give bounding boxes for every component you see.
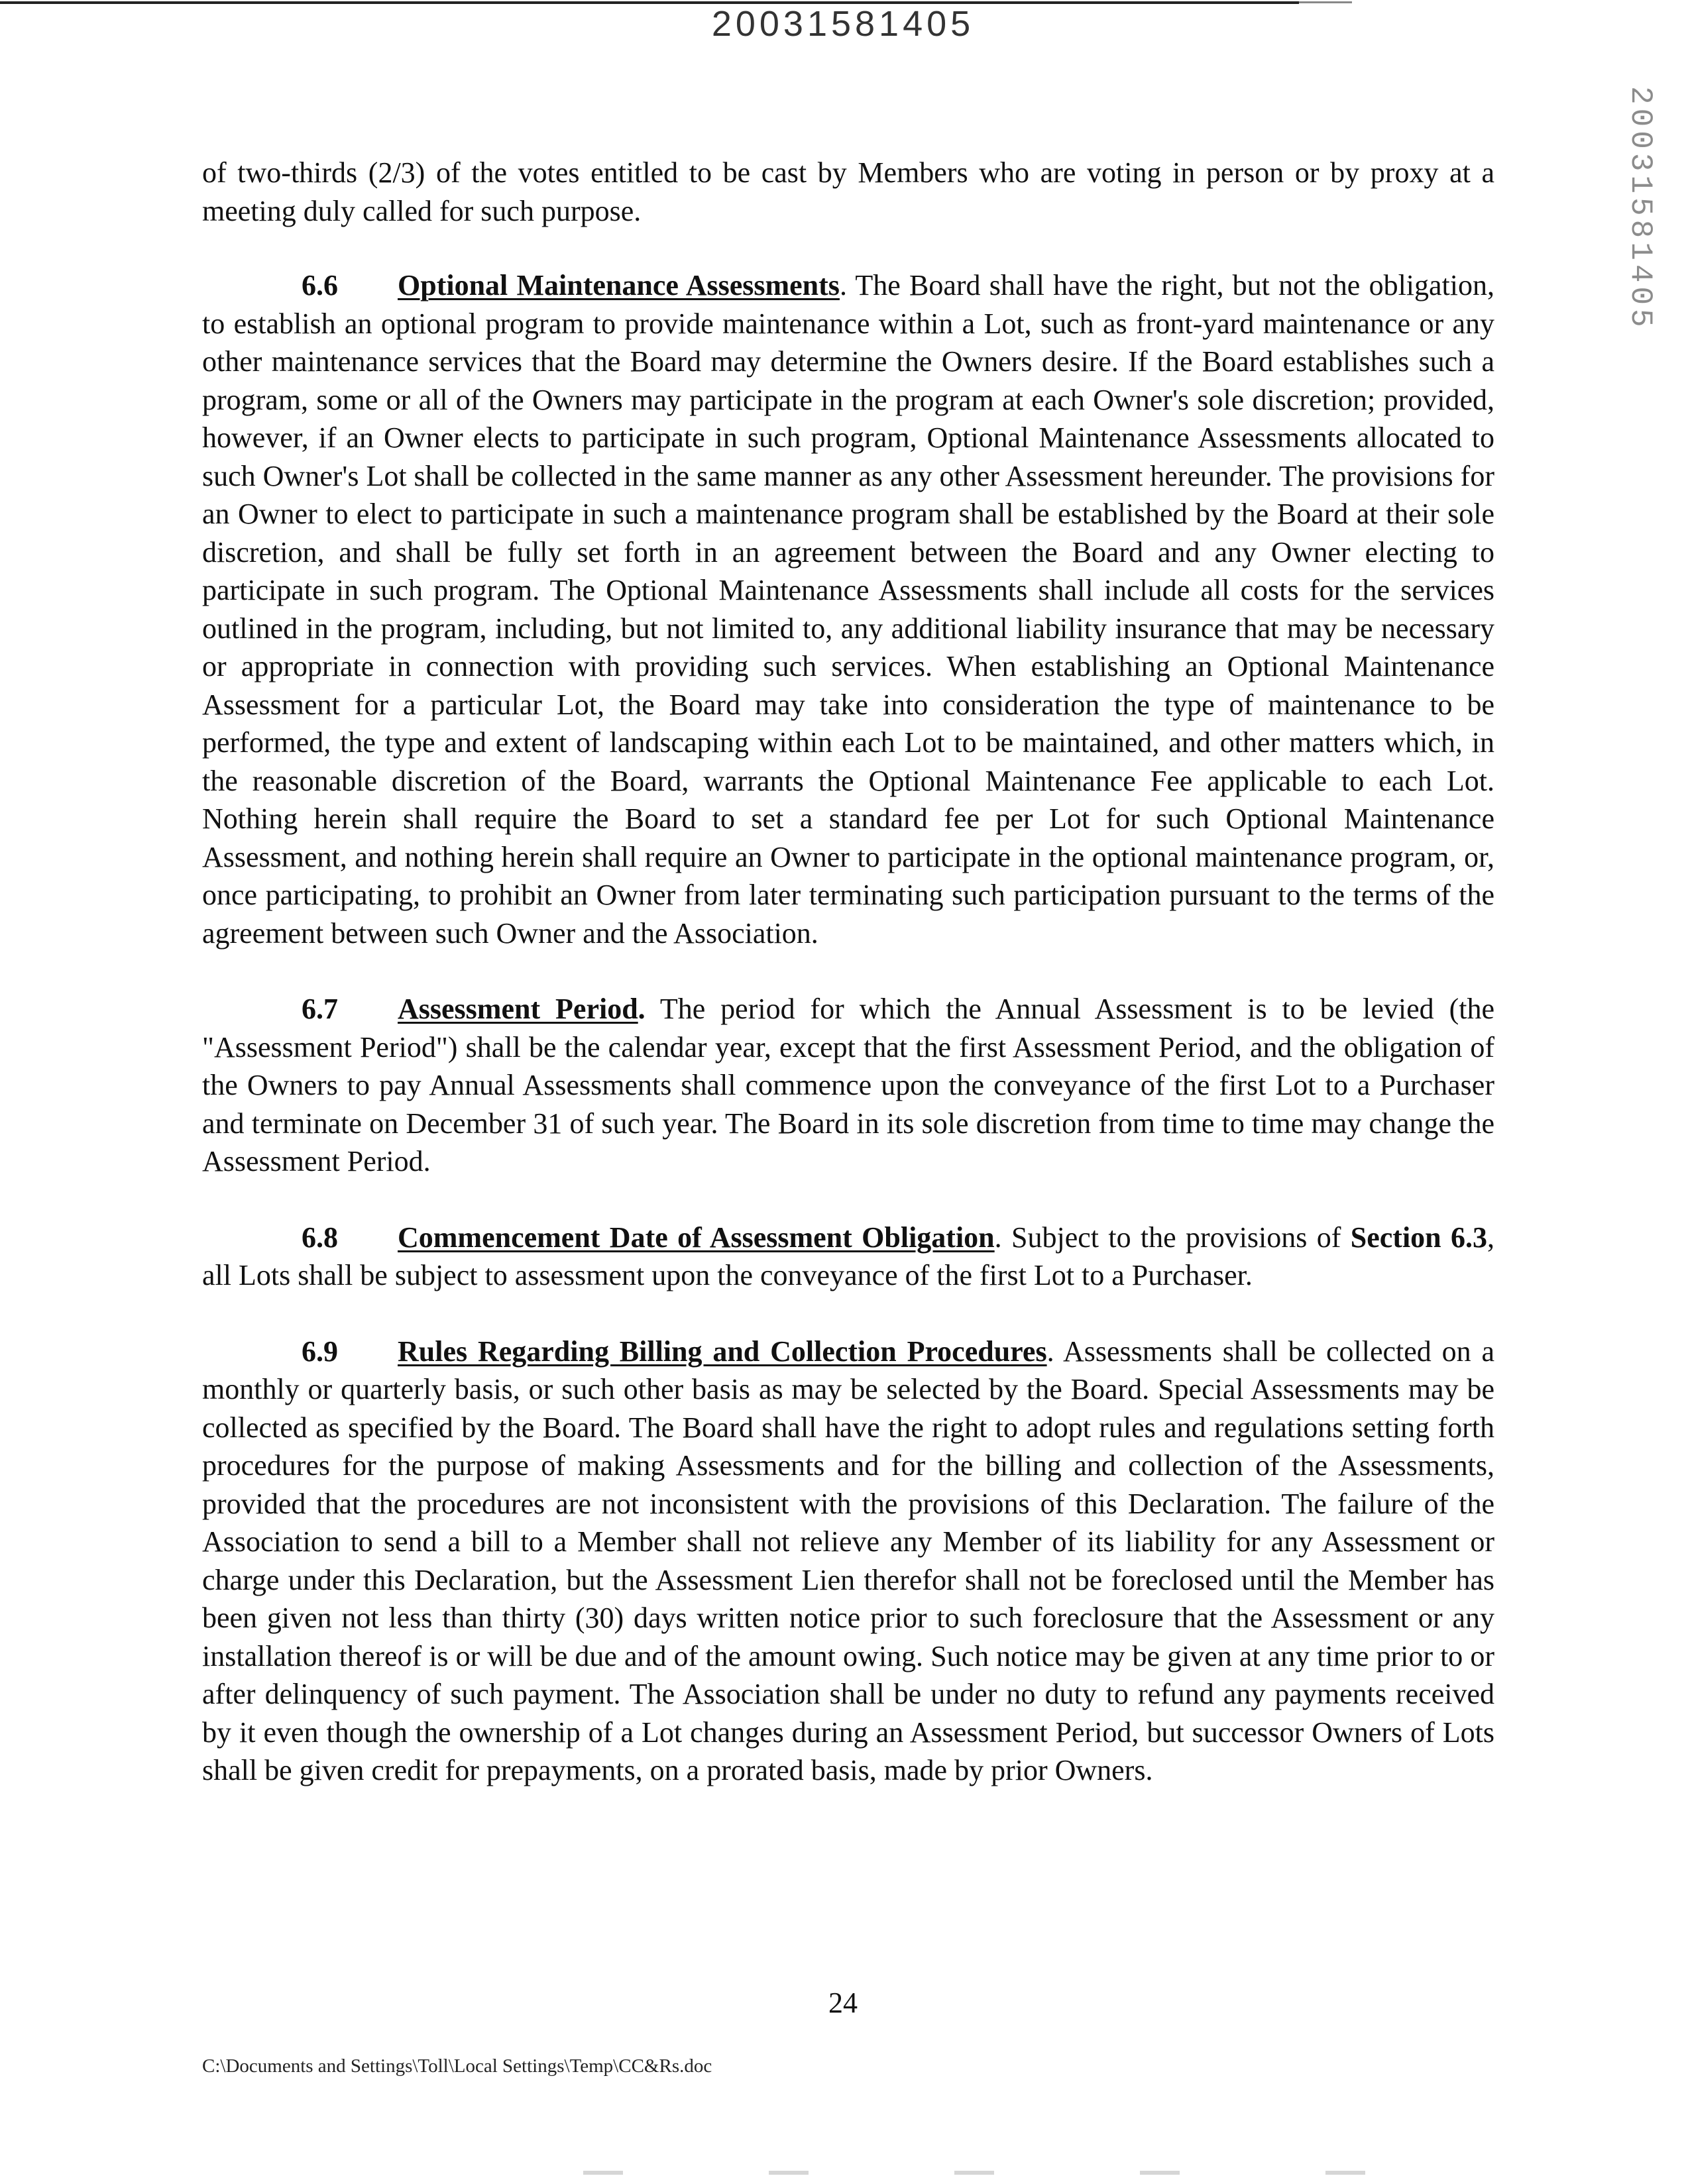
section-number: 6.9 [302, 1335, 338, 1368]
section-body: The Board shall have the right, but not the obligation, to establish an optional program to provide maintenance within a Lot, such as front-yard maintenance or any other maintenance services that the Board may determine the Owners desire. If the Board establishes such a program, some or all of the Owners may participate in the program at each Owner's sole discretion; provided, however, if an Owner elects to participate in such program, Optional Maintenance Assessments allocated to such Owner's Lot shall be collected in the same manner as any other Assessment hereunder. The provisions for an Owner to elect to participate in such a maintenance program shall be established by the Board at their sole discretion, and shall be fully set forth in an agreement between the Board and any Owner electing to participate in such program. The Optional Maintenance Assessments shall include all costs for the services outlined in the program, including, but not limited to, any additional liability insurance that may be necessary or appropriate in connection with providing such services. When establishing an Optional Maintenance Assessment for a particular Lot, the Board may take into consideration the type of maintenance to be performed, the type and extent of landscaping within each Lot to be maintained, and other matters which, in the reasonable discretion of the Board, warrants the Optional Maintenance Fee applicable to each Lot. Nothing herein shall require the Board to set a standard fee per Lot for such Optional Maintenance Assessment, and nothing herein shall require an Owner to participate in the optional maintenance program, or, once participating, to prohibit an Owner from later terminating such participation pursuant to the terms of the agreement between such Owner and the Association. [202, 269, 1494, 950]
page-number: 24 [828, 1987, 858, 2019]
section-title: Assessment Period [398, 993, 638, 1025]
section-title: Optional Maintenance Assessments [398, 269, 840, 301]
title-punctuation: . [839, 269, 847, 301]
title-punctuation: . [1046, 1335, 1054, 1368]
section-number: 6.6 [302, 269, 338, 301]
section-body: Assessments shall be collected on a monthly or quarterly basis, or such other basis as may be selected by the Board. Special Assessments may be collected as specified by the Board. The Board shall have the right to adopt rules and regulations setting forth procedures for the purpose of making Assessments and for the billing and collection of the Assessments, provided that the procedures are not inconsistent with the provisions of this Declaration. The failure of the Association to send a bill to a Member shall not relieve any Member of its liability for any Assessment or charge under this Declaration, but the Assessment Lien therefor shall not be foreclosed until the Member has been given not less than thirty (30) days written notice prior to such foreclosure that the Assessment or any installation thereof is or will be due and of the amount owing. Such notice may be given at any time prior to or after delinquency of such payment. The Association shall be under no duty to refund any payments received by it even though the ownership of a Lot changes during an Assessment Period, but successor Owners of Lots shall be given credit for prepayments, on a prorated basis, made by prior Owners. [202, 1335, 1494, 1786]
section-6-7 [202, 990, 1494, 1181]
page-body [202, 154, 1494, 1790]
section-body-after: , all Lots shall be subject to assessment upon the conveyance of the first Lot to a Purchaser. [202, 1221, 1494, 1291]
section-6-8 [202, 1219, 1494, 1295]
margin-stamp-text: 20031581405 [1623, 86, 1658, 331]
document-number: 20031581405 [711, 4, 975, 44]
section-6-6 [202, 266, 1494, 952]
margin-stamp [1617, 86, 1663, 331]
file-path: C:\Documents and Settings\Toll\Local Settings\Temp\CC&Rs.doc [202, 2055, 712, 2077]
section-reference: Section 6.3 [1350, 1221, 1487, 1254]
title-punctuation: . [638, 993, 646, 1025]
intro-paragraph: of two-thirds (2/3) of the votes entitled to be cast by Members who are voting in person or by proxy at a meeting duly called for such purpose. [202, 156, 1494, 227]
title-punctuation: . [994, 1221, 1002, 1254]
section-body: The period for which the Annual Assessment is to be levied (the "Assessment Period") shall be the calendar year, except that the first Assessment Period, and the obligation of the Owners to pay Annual Assessments shall commence upon the conveyance of the first Lot to a Purchaser and terminate on December 31 of such year. The Board in its sole discretion from time to time may change the Assessment Period. [202, 993, 1494, 1177]
section-number: 6.8 [302, 1221, 338, 1254]
bottom-scan-marks [583, 2171, 1418, 2175]
section-number: 6.7 [302, 993, 338, 1025]
top-rule-faint [1299, 1, 1352, 3]
section-6-9 [202, 1333, 1494, 1790]
section-title: Commencement Date of Assessment Obligation [398, 1221, 995, 1254]
section-body-before: Subject to the provisions of [1001, 1221, 1351, 1254]
section-title: Rules Regarding Billing and Collection Procedures [398, 1335, 1047, 1368]
